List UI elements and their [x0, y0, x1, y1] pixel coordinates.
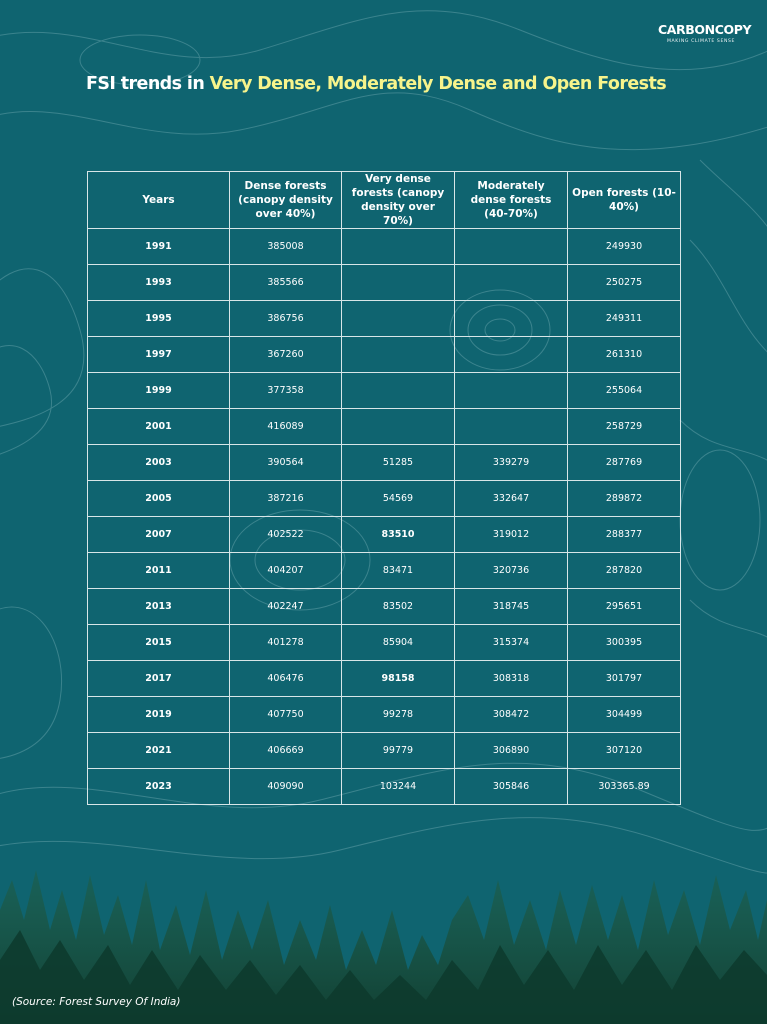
- value-cell: 249311: [568, 301, 681, 337]
- year-cell: 2021: [88, 733, 230, 769]
- table-row: [88, 445, 681, 481]
- table-row: [88, 481, 681, 517]
- value-cell: 385566: [230, 265, 342, 301]
- table-row: [88, 769, 681, 805]
- value-cell: 407750: [230, 697, 342, 733]
- year-cell: 1991: [88, 229, 230, 265]
- value-cell: 51285: [342, 445, 455, 481]
- column-header: Years: [88, 172, 230, 229]
- value-cell: 406476: [230, 661, 342, 697]
- value-cell: 305846: [455, 769, 568, 805]
- table-body: [88, 229, 681, 805]
- table-row: [88, 337, 681, 373]
- value-cell: 339279: [455, 445, 568, 481]
- value-cell: 404207: [230, 553, 342, 589]
- value-cell: 83510: [342, 517, 455, 553]
- title-highlight: Very Dense, Moderately Dense and Open Forests: [209, 74, 667, 94]
- value-cell: [455, 229, 568, 265]
- value-cell: [342, 265, 455, 301]
- value-cell: 85904: [342, 625, 455, 661]
- year-cell: 2017: [88, 661, 230, 697]
- value-cell: 320736: [455, 553, 568, 589]
- brand-logo: [658, 22, 752, 44]
- value-cell: [455, 301, 568, 337]
- value-cell: 402522: [230, 517, 342, 553]
- value-cell: 289872: [568, 481, 681, 517]
- column-header: Dense forests (canopy density over 40%): [230, 172, 342, 229]
- value-cell: 308318: [455, 661, 568, 697]
- value-cell: [455, 409, 568, 445]
- table-row: [88, 517, 681, 553]
- page-title: [86, 74, 726, 94]
- title-prefix: FSI trends in: [86, 74, 210, 94]
- value-cell: 402247: [230, 589, 342, 625]
- value-cell: [455, 373, 568, 409]
- value-cell: 83502: [342, 589, 455, 625]
- forest-data-table: [87, 171, 681, 805]
- value-cell: 98158: [342, 661, 455, 697]
- value-cell: 386756: [230, 301, 342, 337]
- table-row: [88, 589, 681, 625]
- table-row: [88, 409, 681, 445]
- value-cell: 288377: [568, 517, 681, 553]
- table-row: [88, 697, 681, 733]
- table-row: [88, 661, 681, 697]
- column-header: Open forests (10-40%): [568, 172, 681, 229]
- value-cell: 306890: [455, 733, 568, 769]
- table-row: [88, 373, 681, 409]
- source-note: (Source: Forest Survey Of India): [12, 996, 181, 1008]
- year-cell: 2015: [88, 625, 230, 661]
- value-cell: 249930: [568, 229, 681, 265]
- table-row: [88, 733, 681, 769]
- value-cell: 300395: [568, 625, 681, 661]
- value-cell: 301797: [568, 661, 681, 697]
- column-header: Very dense forests (canopy density over 70%): [342, 172, 455, 229]
- value-cell: [342, 337, 455, 373]
- value-cell: 367260: [230, 337, 342, 373]
- value-cell: 295651: [568, 589, 681, 625]
- year-cell: 1999: [88, 373, 230, 409]
- value-cell: 54569: [342, 481, 455, 517]
- value-cell: 315374: [455, 625, 568, 661]
- column-header: Moderately dense forests (40-70%): [455, 172, 568, 229]
- value-cell: 99779: [342, 733, 455, 769]
- value-cell: 387216: [230, 481, 342, 517]
- brand-tagline: MAKING CLIMATE SENSE: [666, 39, 736, 44]
- value-cell: 103244: [342, 769, 455, 805]
- value-cell: 255064: [568, 373, 681, 409]
- value-cell: 307120: [568, 733, 681, 769]
- year-cell: 1995: [88, 301, 230, 337]
- table-row: [88, 265, 681, 301]
- value-cell: [342, 229, 455, 265]
- year-cell: 2005: [88, 481, 230, 517]
- value-cell: 401278: [230, 625, 342, 661]
- value-cell: 287820: [568, 553, 681, 589]
- value-cell: [455, 337, 568, 373]
- year-cell: 2013: [88, 589, 230, 625]
- value-cell: 377358: [230, 373, 342, 409]
- brand-name: CARBONCOPY: [658, 22, 752, 37]
- value-cell: 287769: [568, 445, 681, 481]
- year-cell: 2003: [88, 445, 230, 481]
- value-cell: 83471: [342, 553, 455, 589]
- value-cell: 416089: [230, 409, 342, 445]
- table-row: [88, 301, 681, 337]
- value-cell: 319012: [455, 517, 568, 553]
- year-cell: 1993: [88, 265, 230, 301]
- value-cell: 99278: [342, 697, 455, 733]
- year-cell: 1997: [88, 337, 230, 373]
- value-cell: [342, 409, 455, 445]
- value-cell: 304499: [568, 697, 681, 733]
- year-cell: 2019: [88, 697, 230, 733]
- value-cell: 261310: [568, 337, 681, 373]
- value-cell: 390564: [230, 445, 342, 481]
- value-cell: [342, 373, 455, 409]
- table-row: [88, 553, 681, 589]
- table-row: [88, 229, 681, 265]
- value-cell: 406669: [230, 733, 342, 769]
- value-cell: 250275: [568, 265, 681, 301]
- year-cell: 2011: [88, 553, 230, 589]
- table-header-row: [88, 172, 681, 229]
- value-cell: 258729: [568, 409, 681, 445]
- value-cell: 409090: [230, 769, 342, 805]
- value-cell: 308472: [455, 697, 568, 733]
- year-cell: 2007: [88, 517, 230, 553]
- value-cell: 303365.89: [568, 769, 681, 805]
- value-cell: [455, 265, 568, 301]
- value-cell: 385008: [230, 229, 342, 265]
- value-cell: [342, 301, 455, 337]
- value-cell: 318745: [455, 589, 568, 625]
- value-cell: 332647: [455, 481, 568, 517]
- year-cell: 2001: [88, 409, 230, 445]
- table-row: [88, 625, 681, 661]
- year-cell: 2023: [88, 769, 230, 805]
